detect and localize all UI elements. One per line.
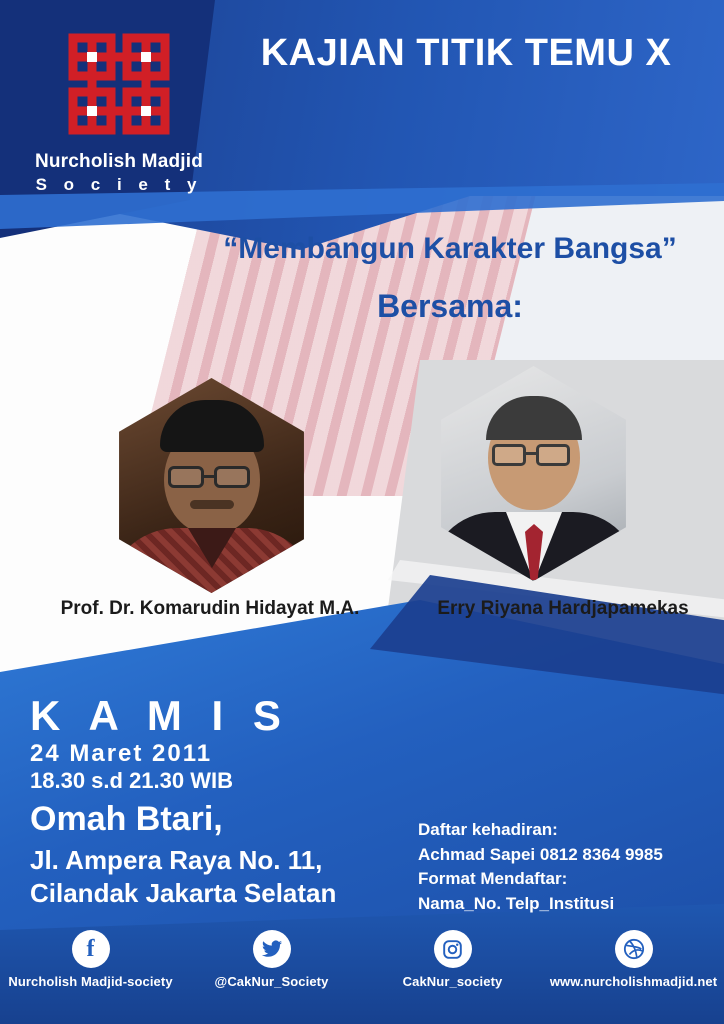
registration-line-1: Daftar kehadiran: (418, 820, 558, 839)
social-twitter[interactable] (187, 930, 357, 989)
event-day: K A M I S (30, 692, 290, 739)
organization-name: Nurcholish Madjid (34, 151, 204, 172)
organization-subtitle: S o c i e t y (35, 174, 203, 194)
social-facebook[interactable] (6, 930, 176, 989)
social-instagram-handle: CakNur_society (402, 974, 503, 989)
registration-line-4: Nama_No. Telp_Institusi (418, 893, 615, 913)
registration-line-2: Achmad Sapei 0812 8364 9985 (418, 844, 663, 864)
speaker-photo-right (426, 366, 641, 581)
nms-knot-logo-icon (59, 24, 179, 144)
social-website-handle: www.nurcholishmadjid.net (549, 974, 718, 989)
speaker-name-left: Prof. Dr. Komarudin Hidayat M.A. (60, 598, 360, 619)
event-time: 18.30 s.d 21.30 WIB (30, 768, 233, 793)
dribbble-icon[interactable] (615, 930, 653, 968)
event-address-line2: Cilandak Jakarta Selatan (30, 878, 337, 908)
instagram-icon[interactable] (434, 930, 472, 968)
page-title: KAJIAN TITIK TEMU X (260, 32, 672, 74)
event-venue: Omah Btari, (30, 800, 223, 838)
event-date: 24 Maret 2011 (30, 740, 213, 767)
twitter-icon[interactable] (253, 930, 291, 968)
social-instagram[interactable] (368, 930, 538, 989)
event-address-line1: Jl. Ampera Raya No. 11, (30, 845, 323, 875)
social-links (0, 926, 724, 1014)
speaker-left-portrait-icon (104, 378, 319, 593)
speaker-name-right: Erry Riyana Hardjapamekas (437, 598, 689, 619)
social-twitter-handle: @CakNur_Society (214, 974, 329, 989)
speaker-photo-left (104, 378, 319, 593)
theme-with-label: Bersama: (377, 288, 523, 324)
speaker-right-portrait-icon (426, 366, 641, 581)
organization-logo (24, 24, 214, 195)
theme-quote: “Membangun Karakter Bangsa” (223, 232, 677, 265)
social-facebook-handle: Nurcholish Madjid-society (8, 974, 173, 989)
social-dribbble[interactable] (549, 930, 719, 989)
facebook-icon[interactable]: f (72, 930, 110, 968)
registration-line-3: Format Mendaftar: (418, 869, 568, 889)
registration-info (418, 818, 663, 917)
